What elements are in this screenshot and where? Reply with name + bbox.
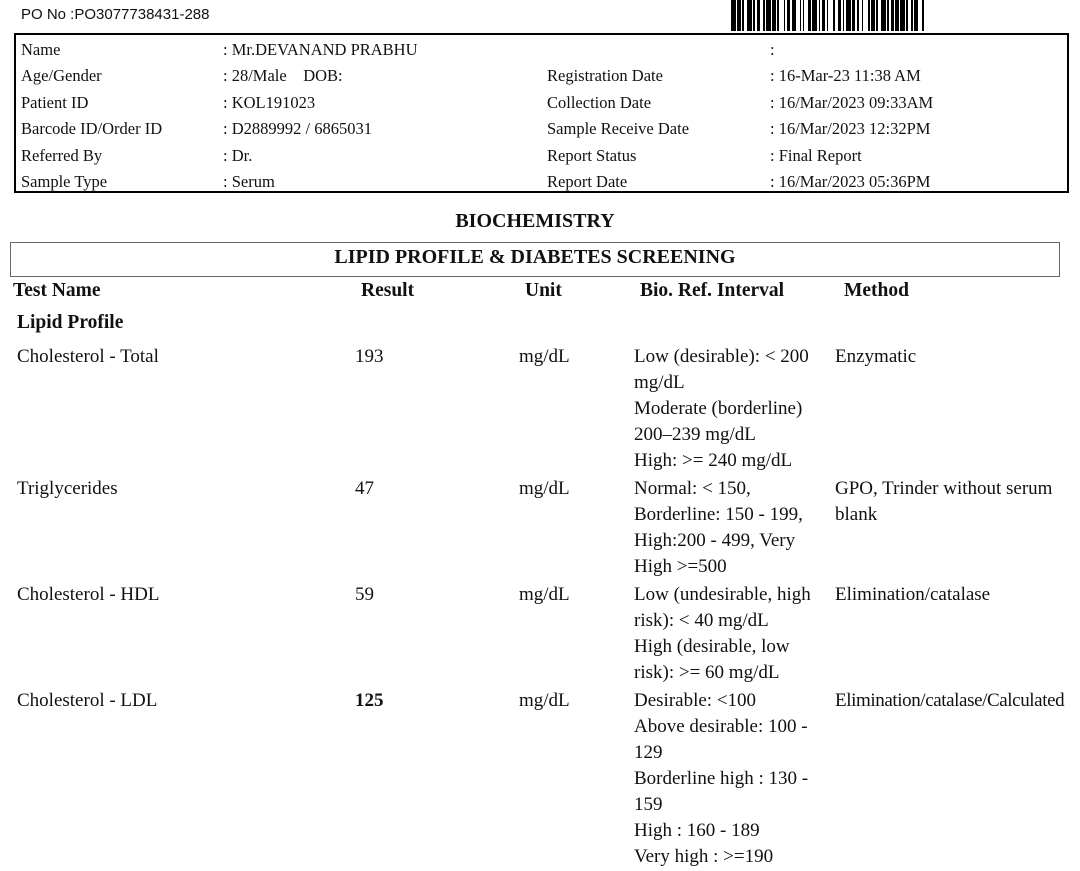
test-method: Elimination/catalase <box>835 584 991 605</box>
name-value: : Mr.DEVANAND PRABHU <box>223 40 418 59</box>
test-name: Triglycerides <box>17 478 118 499</box>
test-name: Cholesterol - LDL <box>17 690 158 711</box>
panel-title: LIPID PROFILE & DIABETES SCREENING <box>10 242 1060 277</box>
report-status-value: : Final Report <box>770 146 862 165</box>
ref-line: Above desirable: 100 - 129 <box>634 716 808 763</box>
test-name: Cholesterol - Total <box>17 346 159 367</box>
ref-line: Low (undesirable, high risk): < 40 mg/dL <box>634 584 811 631</box>
referred-by-value: : Dr. <box>223 146 253 165</box>
test-result: 47 <box>355 478 374 499</box>
collection-date-label: Collection Date <box>547 93 652 112</box>
registration-date-label: Registration Date <box>547 66 663 85</box>
test-method: Enzymatic <box>835 346 917 367</box>
sample-type-label: Sample Type <box>21 172 108 191</box>
ref-line: High : 160 - 189 <box>634 820 760 841</box>
age-gender-label: Age/Gender <box>21 66 102 85</box>
ref-line: Very high : >=190 <box>634 846 774 867</box>
test-unit: mg/dL <box>519 478 570 499</box>
name-label: Name <box>21 40 61 59</box>
report-date-label: Report Date <box>547 172 628 191</box>
report-status-label: Report Status <box>547 146 637 165</box>
sample-receive-date-label: Sample Receive Date <box>547 119 690 138</box>
ref-interval <box>634 688 824 870</box>
test-name: Cholesterol - HDL <box>17 584 160 605</box>
test-unit: mg/dL <box>519 346 570 367</box>
column-header-result: Result <box>361 280 415 301</box>
blank-field-value: : <box>770 40 775 59</box>
test-method: GPO, Trinder without serum blank <box>835 478 1053 525</box>
collection-date-value: : 16/Mar/2023 09:33AM <box>770 93 934 112</box>
patient-info-box <box>14 33 1069 193</box>
group-label: Lipid Profile <box>17 312 124 333</box>
barcode-order-id-label: Barcode ID/Order ID <box>21 119 163 138</box>
test-method: Elimination/catalase/Calculated <box>835 690 1065 711</box>
section-heading: BIOCHEMISTRY <box>455 210 615 232</box>
barcode-image <box>731 0 1045 31</box>
column-header-ref-interval: Bio. Ref. Interval <box>640 280 785 301</box>
column-header-unit: Unit <box>525 280 562 301</box>
sample-type-value: : Serum <box>223 172 275 191</box>
sample-receive-date-value: : 16/Mar/2023 12:32PM <box>770 119 931 138</box>
po-number: PO No :PO3077738431-288 <box>21 6 210 23</box>
column-header-method: Method <box>844 280 909 301</box>
test-result: 59 <box>355 584 374 605</box>
age-gender-value: : 28/Male DOB: <box>223 66 343 85</box>
ref-interval <box>634 476 824 580</box>
referred-by-label: Referred By <box>21 146 103 165</box>
ref-line: Low (desirable): < 200 mg/dL <box>634 346 809 393</box>
test-result: 193 <box>355 346 384 367</box>
patient-id-label: Patient ID <box>21 93 89 112</box>
patient-id-value: : KOL191023 <box>223 93 316 112</box>
ref-line: Moderate (borderline) 200–239 mg/dL <box>634 398 803 445</box>
ref-line: High (desirable, low risk): >= 60 mg/dL <box>634 636 790 683</box>
barcode-order-id-value: : D2889992 / 6865031 <box>223 119 372 138</box>
ref-interval <box>634 344 824 474</box>
ref-line: Desirable: <100 <box>634 690 757 711</box>
report-date-value: : 16/Mar/2023 05:36PM <box>770 172 931 191</box>
ref-interval <box>634 582 824 686</box>
ref-line: Borderline high : 130 - 159 <box>634 768 809 815</box>
ref-line: High: >= 240 mg/dL <box>634 450 793 471</box>
ref-line: Normal: < 150, Borderline: 150 - 199, High:200 - 499, Very High >=500 <box>634 478 803 577</box>
test-unit: mg/dL <box>519 690 570 711</box>
registration-date-value: : 16-Mar-23 11:38 AM <box>770 66 921 85</box>
test-result: 125 <box>355 690 384 711</box>
column-header-test-name: Test Name <box>13 280 101 301</box>
test-unit: mg/dL <box>519 584 570 605</box>
